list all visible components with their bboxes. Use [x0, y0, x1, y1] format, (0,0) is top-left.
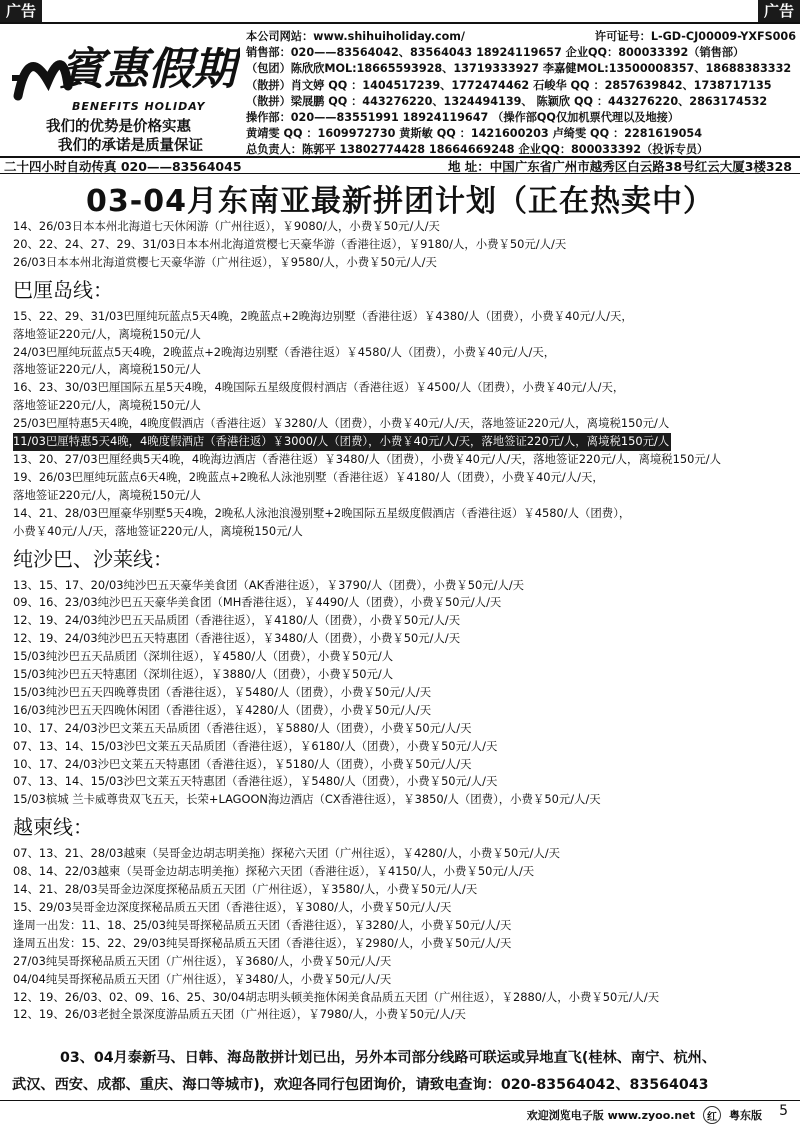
- address: 地 址：中国广东省广州市越秀区白云路38号红云大厦3楼328: [447, 159, 792, 174]
- section-heading: 越柬线：: [13, 815, 93, 840]
- tour-line: 04/04纯吴哥探秘品质五天团（广州往返），￥3480/人，小费￥50元/人/天: [13, 971, 392, 986]
- tour-line: 16、23、30/03巴厘国际五星5天4晚，4晚国际五星级度假村酒店（香港往返）￥4500/人（团费），小费￥40元/人/天，: [13, 380, 625, 395]
- tour-line: 落地签证220元/人，离境税150元/人: [13, 398, 201, 413]
- tour-line: 16/03纯沙巴五天四晚休闲团（香港往返），￥4280/人（团费），小费￥50元/人/天: [13, 702, 432, 717]
- tour-line: 10、17、24/03沙巴文莱五天特惠团（香港往返），￥5180/人（团费），小费￥50元/人/天: [13, 756, 472, 771]
- tour-line: 12、19、26/03老挝全景深度游品质五天团（广州往返），￥7980/人，小费￥50元/人/天: [13, 1007, 466, 1022]
- tour-line: 小费￥40元/人/天，落地签证220元/人，离境税150元/人: [13, 523, 303, 538]
- tour-line: 15、29/03吴哥金边深度探秘品质五天团（香港往返），￥3080/人，小费￥50元/人/天: [13, 900, 452, 914]
- logo-subtitle: BENEFITS HOLIDAY: [72, 100, 206, 113]
- tour-line: 20、22、24、27、29、31/03日本本州北海道赏樱七天豪华游（香港往返），￥9180/人，小费￥50元/人/天: [13, 236, 567, 251]
- highlight-text: 11/03巴厘特惠5天4晚，4晚度假酒店（香港往返）￥3000/人（团费），小费￥40元/人/天，落地签证220元/人，离境税150元/人: [13, 433, 671, 451]
- tour-line: 19、26/03巴厘纯玩蓝点6天4晚，2晚蓝点+2晚私人泳池别墅（香港往返）￥4180/人（团费），小费￥40元/人/天，: [13, 469, 604, 484]
- edition-label: 粤东版: [729, 1109, 762, 1122]
- tour-line: 15/03槟城 兰卡威尊贵双飞五天，长荣+LAGOON海边酒店（CX香港往返），￥3850/人（团费），小费￥50元/人/天: [13, 792, 601, 807]
- section-heading: 纯沙巴、沙莱线：: [13, 546, 173, 571]
- footer-note-line-1: 03、04月泰新马、日韩、海岛散拼计划已出，另外本司部分线路可联运或异地直飞(桂林、南宁、杭州、: [60, 1050, 717, 1066]
- website-label: 本公司网站：: [246, 30, 314, 43]
- header-divider: [0, 22, 800, 24]
- tour-line-highlighted: [13, 433, 794, 451]
- tour-line: 12、19、24/03纯沙巴五天特惠团（香港往返），￥3480/人（团费），小费￥50元/人/天: [13, 631, 461, 646]
- tour-line: 13、20、27/03巴厘经典5天4晚，4晚海边酒店（香港往返）￥3480/人（团费），小费￥40元/人/天，落地签证220元/人，离境税150元/人: [13, 451, 721, 466]
- contact-row: 销售部：020——83564042、83564043 18924119657 企业QQ：800033392（销售部）: [246, 46, 745, 60]
- contact-row: （散拼）肖文婷 QQ ：1404517239、1772474462 石峻华 QQ ：2857639842、1738717135: [246, 78, 772, 92]
- section-heading: 巴厘岛线：: [13, 277, 113, 302]
- tour-line: 15/03纯沙巴五天特惠团（深圳往返），￥3880/人（团费），小费￥50元/人: [13, 667, 394, 682]
- tour-line: 09、16、23/03纯沙巴五天豪华美食团（MH香港往返），￥4490/人（团费），小费￥50元/人/天: [13, 595, 502, 610]
- tour-line: 15/03纯沙巴五天品质团（深圳往返），￥4580/人（团费），小费￥50元/人: [13, 649, 394, 664]
- tour-line: 26/03日本本州北海道赏樱七天豪华游（广州往返），￥9580/人，小费￥50元/人/天: [13, 254, 437, 269]
- tour-line: 14、21、28/03吴哥金边深度探秘品质五天团（广州往返），￥3580/人，小费￥50元/人/天: [13, 882, 478, 897]
- tour-line: 07、13、21、28/03越柬（吴哥金边胡志明美拖）探秘六天团（广州往返），￥4280/人，小费￥50元/人/天: [13, 846, 561, 861]
- tour-line: 14、26/03日本本州北海道七天休闲游（广州往返），￥9080/人，小费￥50元/人/天: [13, 219, 440, 233]
- mottos: [34, 118, 203, 156]
- ad-tag-right: 广告: [758, 0, 800, 22]
- footer-site: 欢迎浏览电子版 www.zyoo.net: [526, 1109, 695, 1122]
- contact-row: 黄靖雯 QQ ：1609972730 黄斯敏 QQ ：1421600203 卢绮雯 QQ ：2281619054: [246, 127, 703, 141]
- tour-line: 13、15、17、20/03纯沙巴五天豪华美食团（AK香港往返），￥3790/人（团费），小费￥50元/人/天: [13, 577, 525, 592]
- tour-list: [13, 218, 794, 1024]
- tour-line: 12、19、24/03纯沙巴五天品质团（香港往返），￥4180/人（团费），小费￥50元/人/天: [13, 613, 461, 628]
- footer-note-line-2: 武汉、西安、成都、重庆、海口等城市)，欢迎各同行包团询价，请致电查询：020-83564042、83564043: [12, 1077, 709, 1093]
- contact-row: （包团）陈欣欣MOL:18665593928、13719333927 李嘉健MOL:13500008357、18688383332: [246, 62, 792, 76]
- tour-line: 15/03纯沙巴五天四晚尊贵团（香港往返），￥5480/人（团费），小费￥50元/人/天: [13, 684, 432, 699]
- tour-line: 25/03巴厘特惠5天4晚，4晚度假酒店（香港往返）￥3280/人（团费），小费￥40元/人/天，落地签证220元/人，离境税150元/人: [13, 416, 670, 431]
- page-number: 5: [779, 1103, 788, 1119]
- contact-row: 操作部：020——83551991 18924119647 （操作部QQ仅加机票代理以及地接）: [246, 111, 680, 125]
- tour-line: 15、22、29、31/03巴厘纯玩蓝点5天4晚，2晚蓝点+2晚海边别墅（香港往返）￥4380/人（团费），小费￥40元/人/天，: [13, 308, 633, 323]
- tour-line: 逢周一出发：11、18、25/03纯吴哥探秘品质五天团（香港往返），￥3280/人，小费￥50元/人/天: [13, 917, 512, 932]
- website-link[interactable]: www.shihuiholiday.com/: [313, 30, 466, 43]
- tour-line: 10、17、24/03沙巴文莱五天品质团（香港往返），￥5880/人（团费），小费￥50元/人/天: [13, 720, 472, 735]
- contact-row: 总负责人：陈郭平 13802774428 18664669248 企业QQ：800033392（投诉专员）: [246, 143, 709, 157]
- fax-number: 二十四小时自动传真 020——83564045: [4, 159, 242, 174]
- contact-info: [246, 29, 796, 159]
- tour-line: 落地签证220元/人，离境税150元/人: [13, 326, 201, 341]
- ad-tag-left: 广告: [0, 0, 42, 22]
- contact-row: （散拼）梁展鹏 QQ ：443276220、1324494139、 陈颖欣 QQ ：443276220、2863174532: [246, 94, 768, 108]
- website-row: [246, 29, 796, 45]
- tour-line: 逢周五出发：15、22、29/03纯吴哥探秘品质五天团（香港往返），￥2980/人，小费￥50元/人/天: [13, 935, 512, 950]
- page-footer: [0, 1100, 800, 1125]
- page-title: 03-04月东南亚最新拼团计划（正在热卖中）: [86, 184, 714, 219]
- motto-2: 我们的承诺是质量保证: [58, 138, 203, 154]
- footer-note: [12, 1045, 790, 1099]
- tour-line: 07、13、14、15/03沙巴文莱五天品质团（香港往返），￥6180/人（团费），小费￥50元/人/天: [13, 738, 498, 753]
- badge-icon: 红: [703, 1106, 721, 1124]
- license-number: 许可证号：L-GD-CJ00009-YXFS006: [594, 30, 796, 43]
- tour-line: 27/03纯吴哥探秘品质五天团（广州往返），￥3680/人，小费￥50元/人/天: [13, 953, 392, 968]
- tour-line: 24/03巴厘纯玩蓝点5天4晚，2晚蓝点+2晚海边别墅（香港往返）￥4580/人（团费），小费￥40元/人/天，: [13, 344, 556, 359]
- tour-line: 12、19、26/03、02、09、16、25、30/04胡志明头顿美拖休闲美食品质五天团（广州往返），￥2880/人，小费￥50元/人/天: [13, 989, 660, 1004]
- logo-text: 賓惠假期: [60, 44, 236, 95]
- tour-line: 07、13、14、15/03沙巴文莱五天特惠团（香港往返），￥5480/人（团费），小费￥50元/人/天: [13, 774, 498, 789]
- company-logo: [8, 26, 240, 126]
- fax-address-strip: [0, 156, 800, 174]
- tour-line: 落地签证220元/人，离境税150元/人: [13, 362, 201, 377]
- tour-line: 08、14、22/03越柬（吴哥金边胡志明美拖）探秘六天团（香港往返），￥4150/人，小费￥50元/人/天: [13, 864, 535, 879]
- motto-1: 我们的优势是价格实惠: [46, 119, 191, 135]
- tour-line: 14、21、28/03巴厘豪华别墅5天4晚，2晚私人泳池浪漫别墅+2晚国际五星级度假酒店（香港往返）￥4580/人（团费），: [13, 505, 631, 520]
- tour-line: 落地签证220元/人，离境税150元/人: [13, 487, 201, 502]
